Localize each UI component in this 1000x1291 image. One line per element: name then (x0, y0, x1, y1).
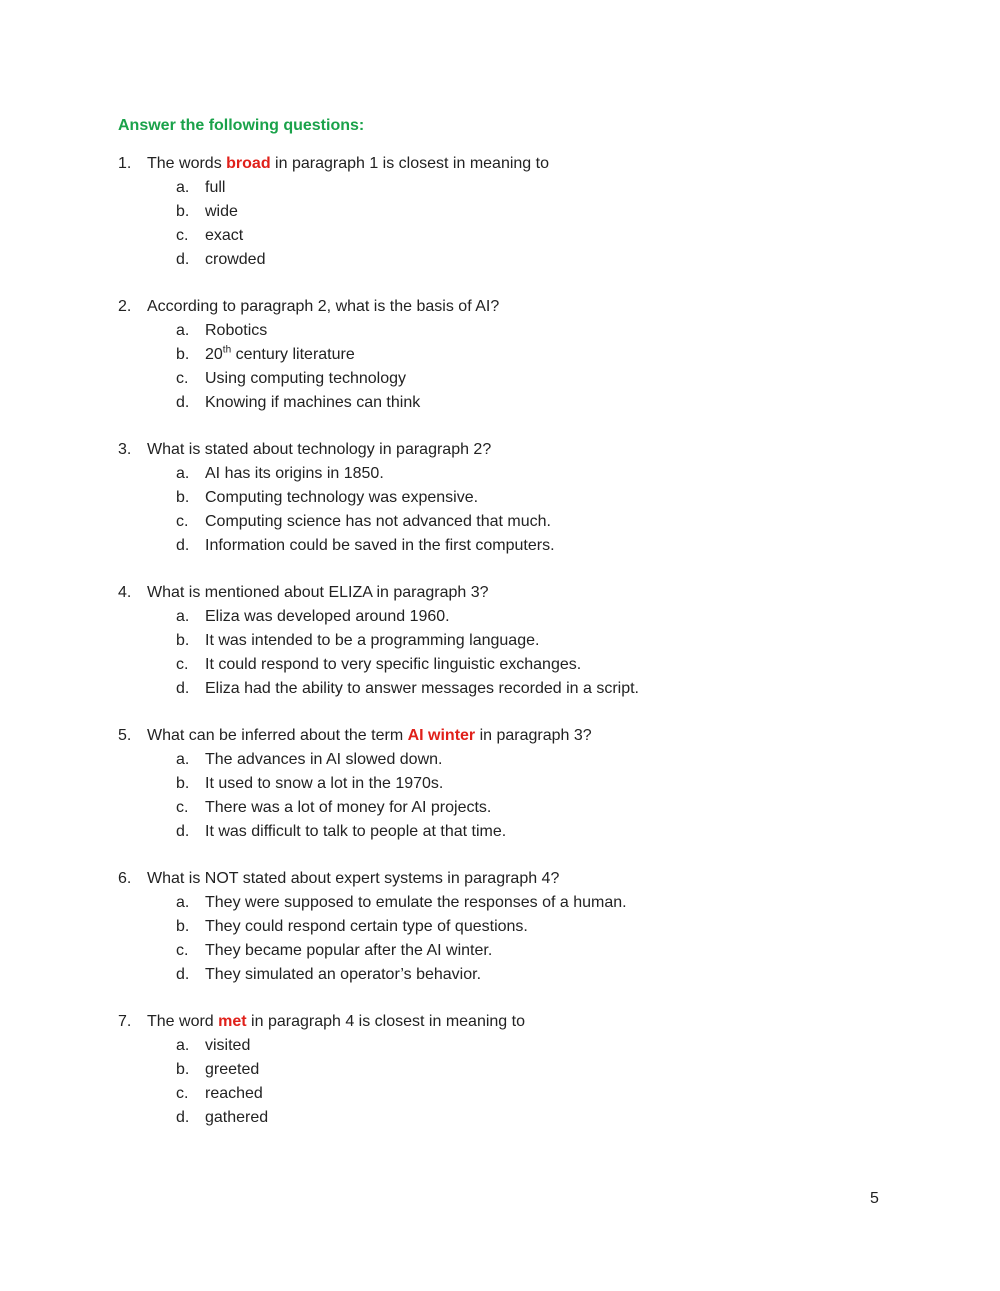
question-text: in paragraph 4 is closest in meaning to (246, 1013, 525, 1030)
question-1 (118, 152, 918, 272)
answer-option[interactable] (118, 1034, 918, 1058)
question-stem (118, 724, 918, 748)
option-text: Eliza was developed around 1960. (205, 608, 450, 625)
option-letter: d. (176, 537, 190, 554)
option-letter: b. (176, 1061, 190, 1078)
option-letter: a. (176, 465, 190, 482)
option-text: wide (205, 203, 238, 220)
option-letter: c. (176, 370, 189, 387)
option-text: AI has its origins in 1850. (205, 465, 384, 482)
answer-option[interactable] (118, 1082, 918, 1106)
question-number: 2. (118, 298, 132, 315)
option-letter: d. (176, 823, 190, 840)
question-text: The word (147, 1013, 219, 1030)
option-letter: d. (176, 966, 190, 983)
option-text: gathered (205, 1109, 269, 1126)
answer-option[interactable] (118, 176, 918, 200)
answer-option[interactable] (118, 653, 918, 677)
question-text: According to paragraph 2, what is the basis of AI? (147, 298, 500, 315)
option-text: They became popular after the AI winter. (205, 942, 493, 959)
answer-option[interactable] (118, 796, 918, 820)
answer-option[interactable] (118, 939, 918, 963)
option-superscript: th (222, 344, 232, 356)
answer-option[interactable] (118, 772, 918, 796)
option-letter: a. (176, 179, 190, 196)
answer-option[interactable] (118, 486, 918, 510)
option-text: Information could be saved in the first computers. (205, 537, 555, 554)
option-letter: b. (176, 203, 190, 220)
answer-option[interactable] (118, 677, 918, 701)
option-text: exact (205, 227, 244, 244)
answer-option[interactable] (118, 224, 918, 248)
option-letter: d. (176, 1109, 190, 1126)
answer-option[interactable] (118, 534, 918, 558)
option-text: They could respond certain type of questions. (205, 918, 528, 935)
option-text: It could respond to very specific linguistic exchanges. (205, 656, 582, 673)
answer-option[interactable] (118, 391, 918, 415)
answer-option[interactable] (118, 319, 918, 343)
option-text: Computing technology was expensive. (205, 489, 479, 506)
option-text: crowded (205, 251, 266, 268)
option-text: Computing science has not advanced that much. (205, 513, 551, 530)
option-letter: c. (176, 942, 189, 959)
question-text: What can be inferred about the term (147, 727, 408, 744)
question-stem (118, 581, 918, 605)
question-stem (118, 152, 918, 176)
answer-option[interactable] (118, 748, 918, 772)
answer-option[interactable] (118, 462, 918, 486)
question-number: 3. (118, 441, 132, 458)
question-number: 6. (118, 870, 132, 887)
option-letter: b. (176, 632, 190, 649)
question-stem (118, 867, 918, 891)
option-letter: d. (176, 251, 190, 268)
option-letter: c. (176, 1085, 189, 1102)
answer-option[interactable] (118, 605, 918, 629)
question-list (118, 152, 918, 1153)
option-text: It was intended to be a programming language. (205, 632, 540, 649)
answer-option[interactable] (118, 367, 918, 391)
highlighted-word: met (218, 1013, 247, 1030)
option-text: They were supposed to emulate the responses of a human. (205, 894, 627, 911)
answer-option[interactable] (118, 629, 918, 653)
question-stem (118, 295, 918, 319)
question-stem (118, 438, 918, 462)
option-text: They simulated an operator’s behavior. (205, 966, 482, 983)
option-letter: c. (176, 513, 189, 530)
option-text: full (205, 179, 226, 196)
question-5 (118, 724, 918, 844)
option-text: There was a lot of money for AI projects. (205, 799, 492, 816)
question-text: What is NOT stated about expert systems in paragraph 4? (147, 870, 560, 887)
option-letter: c. (176, 227, 189, 244)
option-text: It used to snow a lot in the 1970s. (205, 775, 444, 792)
option-letter: c. (176, 656, 189, 673)
answer-option[interactable] (118, 510, 918, 534)
option-text: reached (205, 1085, 263, 1102)
question-text: What is stated about technology in paragraph 2? (147, 441, 492, 458)
highlighted-word: broad (226, 155, 271, 172)
option-text-base: 20 (205, 346, 223, 363)
question-6 (118, 867, 918, 987)
answer-option[interactable] (118, 1058, 918, 1082)
option-letter: b. (176, 489, 190, 506)
option-letter: a. (176, 751, 190, 768)
question-number: 4. (118, 584, 132, 601)
question-7 (118, 1010, 918, 1130)
option-text: Knowing if machines can think (205, 394, 421, 411)
question-text: What is mentioned about ELIZA in paragraph 3? (147, 584, 489, 601)
question-text: in paragraph 3? (475, 727, 592, 744)
question-number: 7. (118, 1013, 132, 1030)
option-letter: a. (176, 1037, 190, 1054)
option-text: It was difficult to talk to people at that time. (205, 823, 507, 840)
option-letter: b. (176, 918, 190, 935)
option-letter: b. (176, 775, 190, 792)
answer-option[interactable] (118, 820, 918, 844)
answer-option[interactable] (118, 891, 918, 915)
question-3 (118, 438, 918, 558)
answer-option[interactable] (118, 248, 918, 272)
option-letter: d. (176, 394, 190, 411)
answer-option[interactable] (118, 1106, 918, 1130)
option-letter: c. (176, 799, 189, 816)
option-text: visited (205, 1037, 251, 1054)
question-number: 5. (118, 727, 132, 744)
section-heading: Answer the following questions: (118, 117, 365, 134)
option-letter: a. (176, 608, 190, 625)
answer-option[interactable] (118, 963, 918, 987)
option-letter: d. (176, 680, 190, 697)
option-text: Robotics (205, 322, 268, 339)
option-text-rest: century literature (231, 346, 355, 363)
answer-option[interactable] (118, 200, 918, 224)
question-2 (118, 295, 918, 415)
answer-option[interactable] (118, 915, 918, 939)
option-letter: b. (176, 346, 190, 363)
question-text: The words (147, 155, 227, 172)
option-letter: a. (176, 894, 190, 911)
option-letter: a. (176, 322, 190, 339)
option-text: Eliza had the ability to answer messages recorded in a script. (205, 680, 639, 697)
option-text: greeted (205, 1061, 260, 1078)
question-4 (118, 581, 918, 701)
highlighted-word: AI winter (407, 727, 476, 744)
option-text: The advances in AI slowed down. (205, 751, 443, 768)
page-number: 5 (870, 1190, 879, 1207)
question-text: in paragraph 1 is closest in meaning to (270, 155, 549, 172)
question-number: 1. (118, 155, 132, 172)
answer-option[interactable] (118, 343, 918, 367)
option-text: Using computing technology (205, 370, 407, 387)
question-stem (118, 1010, 918, 1034)
